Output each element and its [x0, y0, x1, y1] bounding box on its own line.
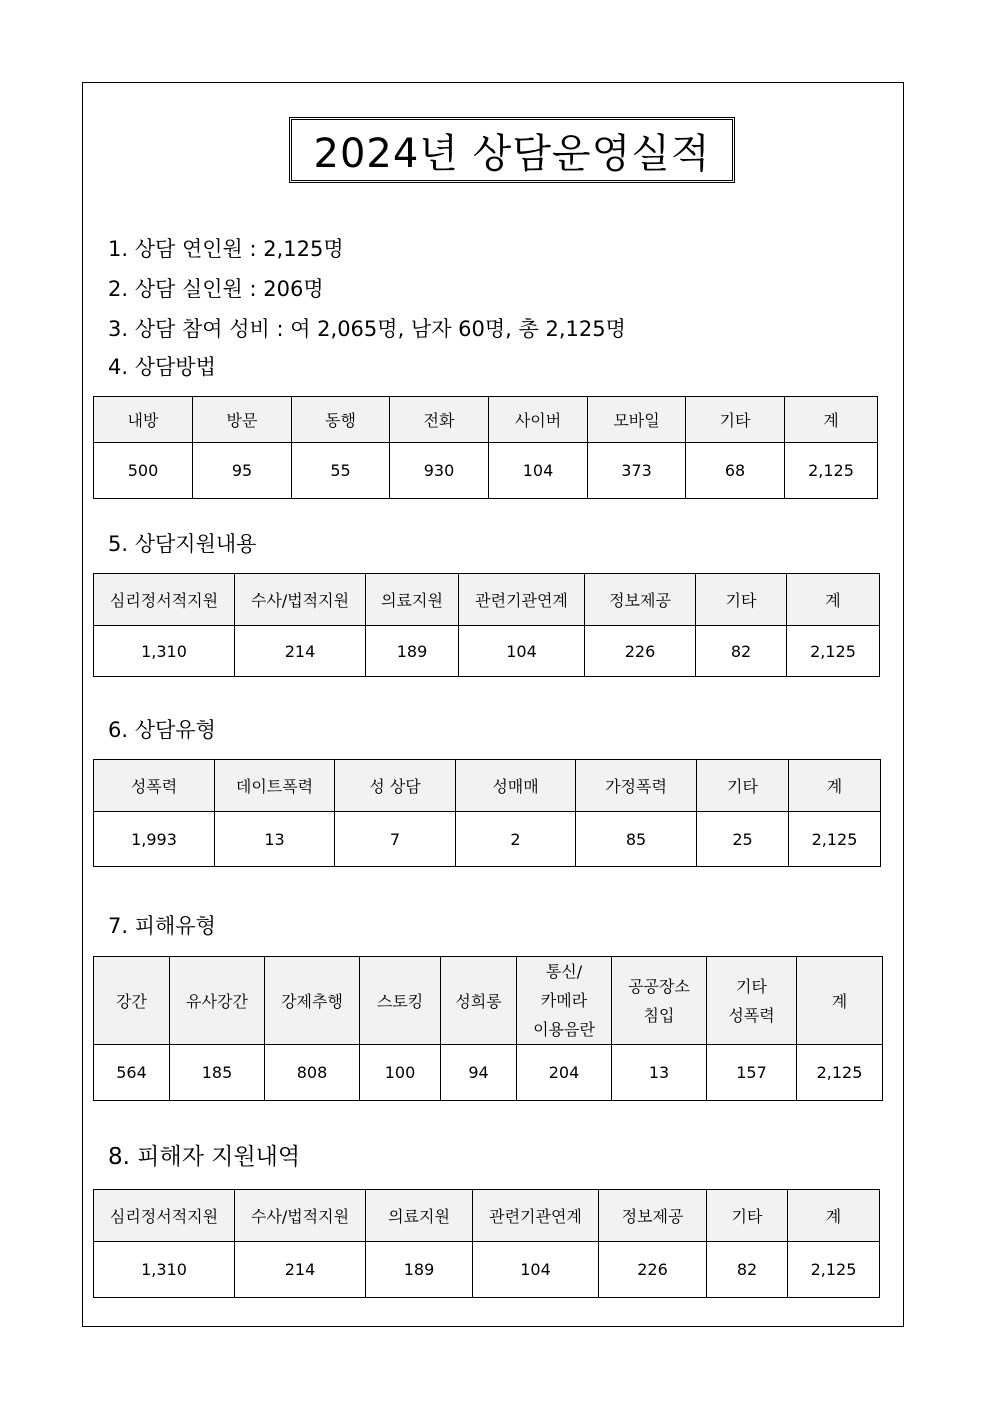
damage-heading: 7. 피해유형 [108, 914, 216, 938]
support-header-cell: 계 [787, 574, 880, 626]
method-value-cell: 104 [489, 443, 588, 499]
type-value-cell: 85 [576, 812, 697, 867]
support-table [93, 573, 880, 677]
damage-header-cell: 스토킹 [360, 957, 441, 1045]
damage-value-cell: 2,125 [797, 1045, 883, 1101]
victim-header-cell: 관련기관연계 [473, 1190, 599, 1242]
method-value-cell: 373 [588, 443, 686, 499]
support-value-cell: 2,125 [787, 626, 880, 677]
type-value-cell: 1,993 [94, 812, 215, 867]
type-table [93, 759, 881, 867]
method-table [93, 396, 878, 499]
method-header-cell: 내방 [94, 397, 193, 443]
support-value-cell: 189 [366, 626, 459, 677]
victim-value-cell: 2,125 [788, 1242, 880, 1298]
victim-header-cell: 의료지원 [366, 1190, 473, 1242]
victim-table [93, 1189, 880, 1298]
damage-header-row [94, 957, 883, 1045]
victim-value-cell: 214 [235, 1242, 366, 1298]
method-value-cell: 68 [686, 443, 785, 499]
summary-line-3: 3. 상담 참여 성비 : 여 2,065명, 남자 60명, 총 2,125명 [108, 317, 626, 341]
method-value-row [94, 443, 878, 499]
summary-line-1: 1. 상담 연인원 : 2,125명 [108, 237, 344, 261]
method-value-cell: 930 [390, 443, 489, 499]
damage-table [93, 956, 883, 1101]
type-header-cell: 가정폭력 [576, 760, 697, 812]
support-heading: 5. 상담지원내용 [108, 532, 257, 556]
victim-value-cell: 82 [707, 1242, 788, 1298]
method-value-cell: 500 [94, 443, 193, 499]
support-header-cell: 수사/법적지원 [235, 574, 366, 626]
support-value-cell: 1,310 [94, 626, 235, 677]
page-title: 2024년 상담운영실적 [313, 130, 711, 177]
damage-header-cell: 강제추행 [265, 957, 360, 1045]
method-header-cell: 모바일 [588, 397, 686, 443]
victim-header-cell: 정보제공 [599, 1190, 707, 1242]
type-value-row [94, 812, 881, 867]
type-header-cell: 기타 [697, 760, 789, 812]
method-header-cell: 계 [785, 397, 878, 443]
method-header-cell: 방문 [193, 397, 292, 443]
damage-value-row [94, 1045, 883, 1101]
victim-value-cell: 104 [473, 1242, 599, 1298]
type-value-cell: 7 [335, 812, 456, 867]
damage-value-cell: 185 [170, 1045, 265, 1101]
method-value-cell: 95 [193, 443, 292, 499]
damage-header-cell: 성희롱 [441, 957, 517, 1045]
support-header-cell: 정보제공 [585, 574, 696, 626]
victim-heading: 8. 피해자 지원내역 [108, 1144, 301, 1170]
method-header-cell: 사이버 [489, 397, 588, 443]
type-heading: 6. 상담유형 [108, 718, 216, 742]
support-value-cell: 226 [585, 626, 696, 677]
method-header-row [94, 397, 878, 443]
damage-header-cell: 통신/ 카메라 이용음란 [517, 957, 612, 1045]
type-header-row [94, 760, 881, 812]
victim-header-cell: 수사/법적지원 [235, 1190, 366, 1242]
type-value-cell: 13 [215, 812, 335, 867]
victim-header-cell: 계 [788, 1190, 880, 1242]
type-value-cell: 2,125 [789, 812, 881, 867]
support-header-cell: 심리정서적지원 [94, 574, 235, 626]
victim-value-cell: 1,310 [94, 1242, 235, 1298]
victim-header-cell: 심리정서적지원 [94, 1190, 235, 1242]
victim-header-row [94, 1190, 880, 1242]
damage-value-cell: 808 [265, 1045, 360, 1101]
title-box [289, 117, 735, 183]
damage-value-cell: 100 [360, 1045, 441, 1101]
support-value-cell: 82 [696, 626, 787, 677]
damage-header-cell: 기타 성폭력 [707, 957, 797, 1045]
summary-line-2: 2. 상담 실인원 : 206명 [108, 277, 324, 301]
type-header-cell: 계 [789, 760, 881, 812]
type-value-cell: 2 [456, 812, 576, 867]
type-header-cell: 성폭력 [94, 760, 215, 812]
damage-value-cell: 564 [94, 1045, 170, 1101]
damage-value-cell: 157 [707, 1045, 797, 1101]
type-header-cell: 데이트폭력 [215, 760, 335, 812]
damage-value-cell: 204 [517, 1045, 612, 1101]
support-header-cell: 기타 [696, 574, 787, 626]
victim-value-cell: 189 [366, 1242, 473, 1298]
victim-header-cell: 기타 [707, 1190, 788, 1242]
support-value-row [94, 626, 880, 677]
support-value-cell: 214 [235, 626, 366, 677]
damage-header-cell: 계 [797, 957, 883, 1045]
damage-header-cell: 강간 [94, 957, 170, 1045]
damage-header-cell: 공공장소 침입 [612, 957, 707, 1045]
damage-value-cell: 94 [441, 1045, 517, 1101]
type-header-cell: 성매매 [456, 760, 576, 812]
victim-value-cell: 226 [599, 1242, 707, 1298]
method-value-cell: 2,125 [785, 443, 878, 499]
type-header-cell: 성 상담 [335, 760, 456, 812]
damage-value-cell: 13 [612, 1045, 707, 1101]
method-value-cell: 55 [292, 443, 390, 499]
method-heading: 4. 상담방법 [108, 355, 216, 379]
victim-value-row [94, 1242, 880, 1298]
method-header-cell: 전화 [390, 397, 489, 443]
support-header-cell: 의료지원 [366, 574, 459, 626]
support-header-cell: 관련기관연계 [459, 574, 585, 626]
method-header-cell: 기타 [686, 397, 785, 443]
type-value-cell: 25 [697, 812, 789, 867]
method-header-cell: 동행 [292, 397, 390, 443]
damage-header-cell: 유사강간 [170, 957, 265, 1045]
support-header-row [94, 574, 880, 626]
support-value-cell: 104 [459, 626, 585, 677]
